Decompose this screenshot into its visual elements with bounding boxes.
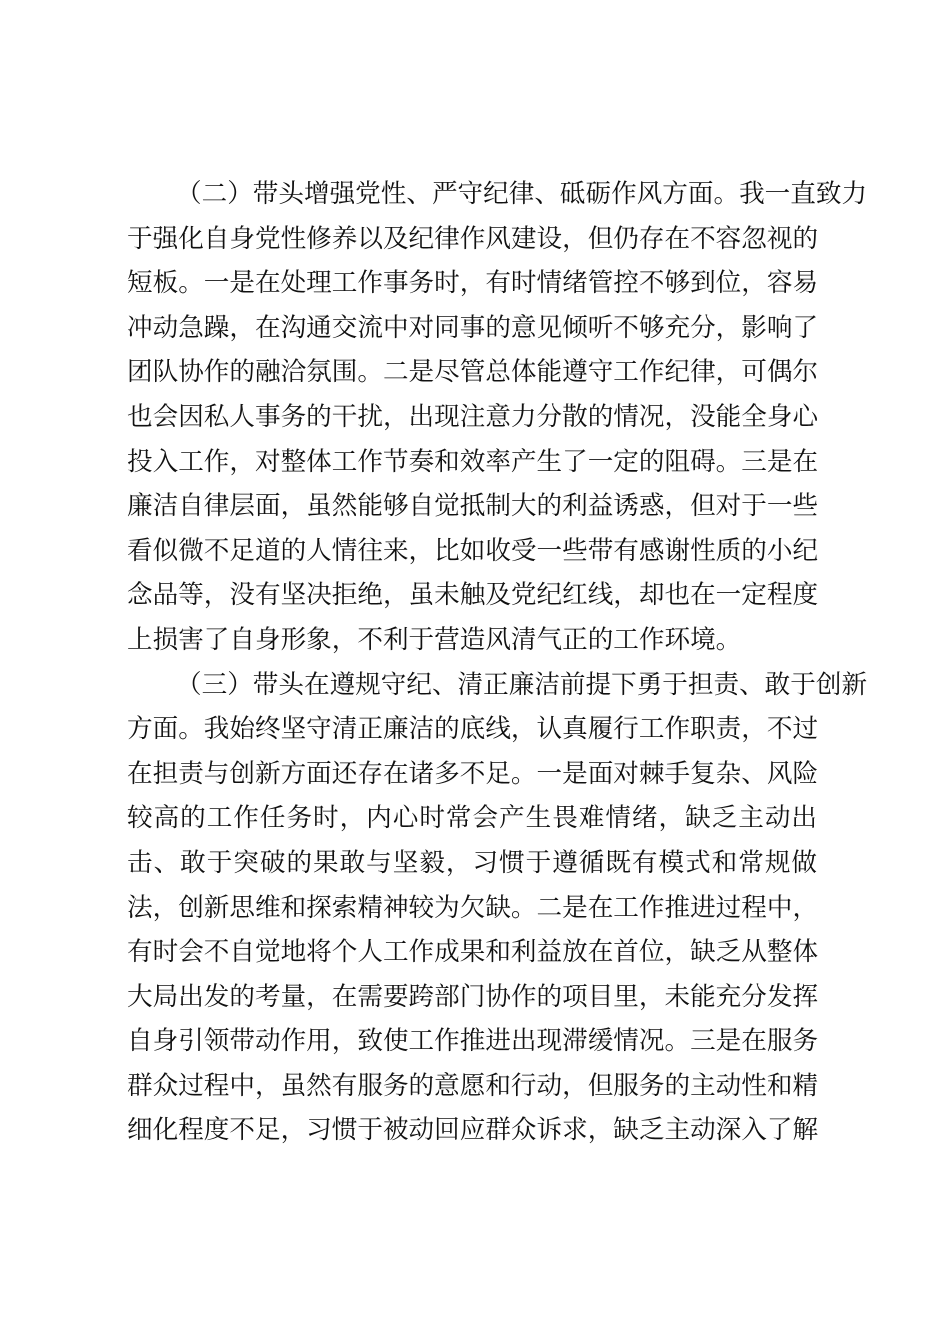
text-line: 短板。一是在处理工作事务时，有时情绪管控不够到位，容易 (127, 268, 819, 299)
text-line: 击、敢于突破的果敢与坚毅，习惯于遵循既有模式和常规做 (127, 847, 817, 878)
text-line: 方面。我始终坚守清正廉洁的底线，认真履行工作职责，不过 (127, 714, 819, 745)
text-line: 较高的工作任务时，内心时常会产生畏难情绪，缺乏主动出 (127, 803, 817, 834)
text-line: 团队协作的融洽氛围。二是尽管总体能遵守工作纪律，可偶尔 (127, 357, 819, 388)
text-line: 看似微不足道的人情往来，比如收受一些带有感谢性质的小纪 (127, 535, 819, 566)
text-line: 法，创新思维和探索精神较为欠缺。二是在工作推进过程中， (127, 892, 819, 923)
text-line: 在担责与创新方面还存在诸多不足。一是面对棘手复杂、风险 (127, 758, 819, 789)
text-line: 上损害了自身形象，不利于营造风清气正的工作环境。 (127, 624, 742, 655)
paragraph-section-three (127, 663, 868, 1154)
text-line: 细化程度不足，习惯于被动回应群众诉求，缺乏主动深入了解 (127, 1115, 819, 1146)
document-body (127, 172, 868, 1153)
text-line: 自身引领带动作用，致使工作推进出现滞缓情况。三是在服务 (127, 1026, 819, 1057)
text-line: 大局出发的考量，在需要跨部门协作的项目里，未能充分发挥 (127, 981, 819, 1012)
text-line: 群众过程中，虽然有服务的意愿和行动，但服务的主动性和精 (127, 1070, 819, 1101)
text-line: 于强化自身党性修养以及纪律作风建设，但仍存在不容忽视的 (127, 223, 819, 254)
text-line: （二）带头增强党性、严守纪律、砥砺作风方面。我一直致力 (176, 179, 868, 209)
text-line: 冲动急躁，在沟通交流中对同事的意见倾听不够充分，影响了 (127, 312, 819, 343)
text-line: （三）带头在遵规守纪、清正廉洁前提下勇于担责、敢于创新 (176, 669, 868, 700)
text-line: 也会因私人事务的干扰，出现注意力分散的情况，没能全身心 (127, 401, 819, 432)
text-line: 有时会不自觉地将个人工作成果和利益放在首位，缺乏从整体 (127, 937, 819, 968)
text-line: 投入工作，对整体工作节奏和效率产生了一定的阻碍。三是在 (127, 446, 819, 477)
paragraph-section-two (127, 172, 868, 663)
text-line: 念品等，没有坚决拒绝，虽未触及党纪红线，却也在一定程度 (127, 580, 819, 611)
text-line: 廉洁自律层面，虽然能够自觉抵制大的利益诱惑，但对于一些 (127, 491, 819, 522)
